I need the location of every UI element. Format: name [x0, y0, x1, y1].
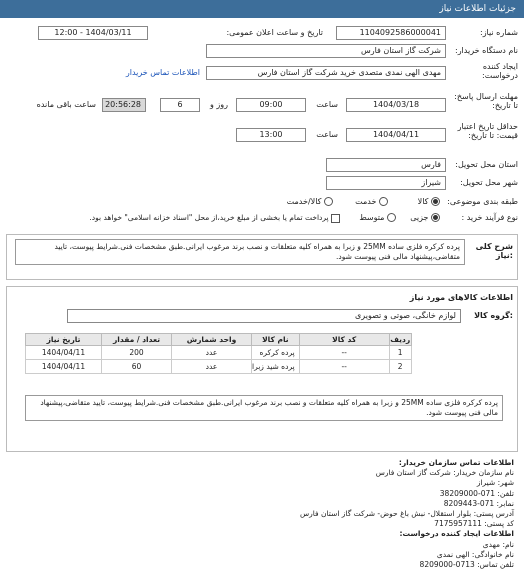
contact-section — [10, 458, 514, 570]
cell-date: 1404/04/11 — [26, 360, 102, 374]
contact-city: شهر: شیراز — [476, 478, 514, 488]
goods-panel — [6, 286, 518, 452]
proc-minor-label: جزیی — [410, 213, 429, 222]
radio-icon[interactable] — [379, 197, 388, 206]
buyer-field: شرکت گاز استان فارس — [206, 44, 446, 58]
need-number-row — [6, 26, 518, 42]
cat-goods-service-option[interactable] — [287, 197, 333, 206]
process-row — [6, 211, 518, 227]
cell-code: -- — [299, 360, 389, 374]
cell-row: 2 — [389, 360, 411, 374]
goods-note: پرده کرکره فلزی ساده 25MM و زبرا به همراه کلیه متعلقات و نصب برند مرغوب ایرانی.طبق مشخصات فنی.شرایط پیوست، تایید متقاضی،پیشنهاد مالی فنی پیوست شود. — [25, 395, 503, 421]
proc-minor-option[interactable] — [410, 213, 440, 222]
cat-service-label: خدمت — [355, 197, 377, 206]
province-field: فارس — [326, 158, 446, 172]
days-field: 6 — [160, 98, 200, 112]
radio-icon[interactable] — [431, 213, 440, 222]
col-code: کد کالا — [299, 334, 389, 346]
col-qty: تعداد / مقدار — [102, 334, 172, 346]
creator-family: نام خانوادگی: الهی نمدی — [436, 549, 514, 559]
creator-row — [6, 62, 518, 86]
deadline-time-label: ساعت — [316, 100, 338, 109]
cell-code: -- — [299, 346, 389, 360]
need-number-field: 1104092586000041 — [336, 26, 446, 40]
cell-qty: 60 — [102, 360, 172, 374]
goods-section-title: اطلاعات کالاهای مورد نیاز — [409, 293, 513, 302]
city-row — [6, 176, 518, 192]
province-label: استان محل تحویل: — [455, 160, 518, 169]
creator-name: نام: مهدی — [482, 539, 514, 549]
table-header-row — [26, 334, 412, 346]
proc-medium-label: متوسط — [359, 213, 385, 222]
cell-unit: عدد — [172, 346, 252, 360]
contact-org: نام سازمان خریدار: شرکت گاز استان فارس — [375, 468, 514, 478]
creator-field: مهدی الهی نمدی متصدی خرید شرکت گاز استان فارس — [206, 66, 446, 80]
buyer-contact-link[interactable]: اطلاعات تماس خریدار — [125, 68, 200, 77]
table-row — [26, 360, 412, 374]
payment-option[interactable] — [89, 213, 340, 223]
contact-address: آدرس پستی: بلوار استقلال- نبش باغ حوض- شرکت گاز استان فارس — [299, 509, 514, 519]
cell-name: پرده کرکره — [252, 346, 300, 360]
group-field: لوازم خانگی، صوتی و تصویری — [67, 309, 461, 323]
group-label: گروه کالا: — [474, 311, 513, 320]
summary-text: پرده کرکره فلزی ساده 25MM و زبرا به همراه کلیه متعلقات و نصب برند مرغوب ایرانی.طبق مشخصات فنی.شرایط پیوست، تایید متقاضی،پیشنهاد مالی فنی پیوست شود. — [15, 239, 465, 265]
goods-table — [25, 333, 412, 374]
deadline-row — [6, 92, 518, 120]
cat-goods-label: کالا — [417, 197, 429, 206]
radio-icon[interactable] — [431, 197, 440, 206]
summary-label: شرح کلی نیاز: — [475, 242, 513, 260]
creator-phone: تلفن تماس: 0713-8209000 — [419, 560, 514, 570]
city-field: شیراز — [326, 176, 446, 190]
cat-goods-option[interactable] — [418, 197, 440, 206]
remaining-field: 20:56:28 — [102, 98, 146, 112]
cat-service-option[interactable] — [355, 197, 388, 206]
cell-date: 1404/04/11 — [26, 346, 102, 360]
col-row: ردیف — [390, 335, 411, 344]
deadline-date-field: 1404/03/18 — [346, 98, 446, 112]
cat-goods-service-label: کالا/خدمت — [286, 197, 322, 206]
creator-title: اطلاعات ایجاد کننده درخواست: — [399, 529, 514, 539]
deadline-time-field: 09:00 — [236, 98, 306, 112]
payment-note: پرداخت تمام یا بخشی از مبلغ خرید،از محل "اسناد خزانه اسلامی" خواهد بود. — [89, 213, 329, 222]
table-row — [26, 346, 412, 360]
buyer-label: نام دستگاه خریدار: — [455, 46, 518, 55]
col-date: تاریخ نیاز — [26, 334, 102, 346]
radio-icon[interactable] — [324, 197, 333, 206]
creator-label: ایجاد کننده درخواست: — [482, 62, 518, 80]
validity-row — [6, 122, 518, 150]
radio-icon[interactable] — [387, 213, 396, 222]
contact-fax: نمابر: 071-8209443 — [443, 498, 514, 508]
announce-field: 1404/03/11 - 12:00 — [38, 26, 148, 40]
deadline-label: مهلت ارسال پاسخ: تا تاریخ: — [454, 92, 518, 110]
buyer-row — [6, 44, 518, 60]
announce-label: تاریخ و ساعت اعلان عمومی: — [226, 28, 323, 37]
cell-row: 1 — [389, 346, 411, 360]
contact-postal: کد پستی: 7175957111 — [434, 519, 514, 529]
contact-phone: تلفن: 071-38209000 — [439, 488, 514, 498]
summary-panel — [6, 234, 518, 280]
remaining-label: ساعت باقی مانده — [36, 100, 96, 109]
validity-time-field: 13:00 — [236, 128, 306, 142]
contact-title: اطلاعات تماس سازمان خریدار: — [398, 458, 514, 467]
proc-medium-option[interactable] — [359, 213, 396, 222]
cell-unit: عدد — [172, 360, 252, 374]
need-number-label: شماره نیاز: — [480, 28, 518, 37]
category-label: طبقه بندی موضوعی: — [447, 197, 518, 206]
cell-name: پرده شید زبرا — [252, 360, 300, 374]
checkbox-icon[interactable] — [331, 214, 340, 223]
category-row — [6, 195, 518, 211]
col-unit: واحد شمارش — [172, 334, 252, 346]
cell-qty: 200 — [102, 346, 172, 360]
validity-time-label: ساعت — [316, 130, 338, 139]
province-row — [6, 158, 518, 174]
validity-date-field: 1404/04/11 — [346, 128, 446, 142]
validity-label: حداقل تاریخ اعتبار قیمت: تا تاریخ: — [457, 122, 518, 140]
process-label: نوع فرآیند خرید : — [461, 213, 518, 222]
page-header: جزئیات اطلاعات نیاز — [0, 0, 524, 18]
col-name: نام کالا — [252, 334, 300, 346]
city-label: شهر محل تحویل: — [460, 178, 518, 187]
days-label: روز و — [210, 100, 228, 109]
